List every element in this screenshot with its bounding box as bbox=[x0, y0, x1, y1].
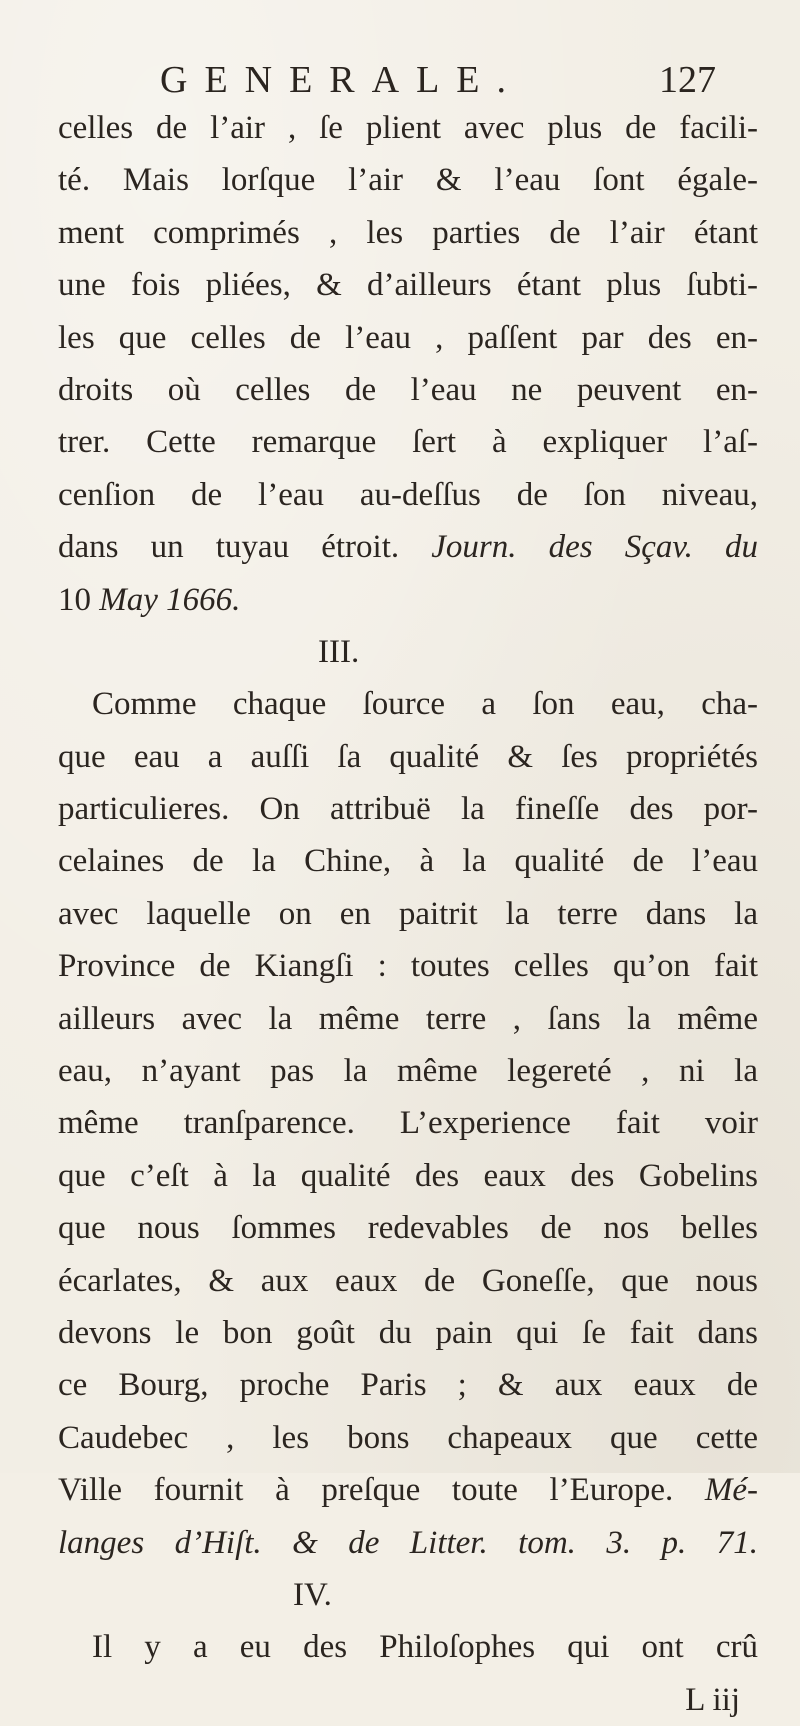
page-text bbox=[58, 102, 758, 1726]
citation-text: Mé- bbox=[704, 1472, 758, 1509]
text-line: trer. Cette remarque ſert à expliquer l’aſ- bbox=[58, 424, 758, 461]
text-line: même tranſparence. L’experience fait voir bbox=[58, 1105, 758, 1142]
text-line: Caudebec , les bons chapeaux que cette bbox=[58, 1419, 758, 1456]
text-line: cenſion de l’eau au-deſſus de ſon niveau, bbox=[58, 476, 758, 513]
text-run: dans un tuyau étroit. bbox=[58, 529, 432, 566]
citation-text: 1666. bbox=[157, 581, 241, 618]
text-line: ailleurs avec la même terre , ſans la même bbox=[58, 1000, 758, 1037]
text-run: Ville fournit à preſque toute l’Europe. bbox=[58, 1472, 705, 1509]
text-line: que c’eſt à la qualité des eaux des Gobelins bbox=[58, 1157, 758, 1194]
text-line: ment comprimés , les parties de l’air étant bbox=[58, 214, 758, 251]
citation-line: langes d’Hiſt. & de Litter. tom. 3. p. 71. bbox=[58, 1524, 758, 1561]
signature-line bbox=[58, 1674, 758, 1726]
text-line: une fois pliées, & d’ailleurs étant plus ſubti- bbox=[58, 267, 758, 304]
citation-text: May bbox=[99, 581, 158, 618]
text-line: particulieres. On attribuë la fineſſe des por- bbox=[58, 791, 758, 828]
text-line: devons le bon goût du pain qui ſe fait dans bbox=[58, 1314, 758, 1351]
text-line: que nous ſommes redevables de nos belles bbox=[58, 1210, 758, 1247]
text-line: avec laquelle on en paitrit la terre dans la bbox=[58, 895, 758, 932]
text-line: eau, n’ayant pas la même legereté , ni la bbox=[58, 1053, 758, 1090]
citation-text: Journ. des Sçav. du bbox=[431, 529, 758, 566]
section-number: IV. bbox=[293, 1576, 332, 1613]
text-line bbox=[58, 521, 758, 573]
page-number: 127 bbox=[659, 59, 716, 101]
text-line: droits où celles de l’eau ne peuvent en- bbox=[58, 371, 758, 408]
text-line: celles de l’air , ſe plient avec plus de facili- bbox=[58, 110, 758, 146]
text-line: Comme chaque ſource a ſon eau, cha- bbox=[92, 686, 758, 723]
text-line bbox=[58, 574, 758, 626]
text-line: les que celles de l’eau , paſſent par des en- bbox=[58, 319, 758, 356]
text-line: celaines de la Chine, à la qualité de l’eau bbox=[58, 843, 758, 880]
text-line: écarlates, & aux eaux de Goneſſe, que nous bbox=[58, 1262, 758, 1299]
text-line: Province de Kiangſi : toutes celles qu’on fait bbox=[58, 948, 758, 985]
text-line: ce Bourg, proche Paris ; & aux eaux de bbox=[58, 1367, 758, 1404]
page-header bbox=[160, 58, 716, 108]
text-line: que eau a auſſi ſa qualité & ſes propriétés bbox=[58, 738, 758, 775]
section-number: III. bbox=[318, 633, 360, 670]
text-line bbox=[58, 1464, 758, 1516]
signature-mark: L iij bbox=[685, 1681, 740, 1718]
running-head: GENERALE. bbox=[160, 59, 524, 101]
text-run: 10 bbox=[58, 581, 100, 618]
text-line: té. Mais lorſque l’air & l’eau ſont égale- bbox=[58, 162, 758, 199]
text-line: Il y a eu des Philoſophes qui ont crû bbox=[92, 1629, 758, 1666]
